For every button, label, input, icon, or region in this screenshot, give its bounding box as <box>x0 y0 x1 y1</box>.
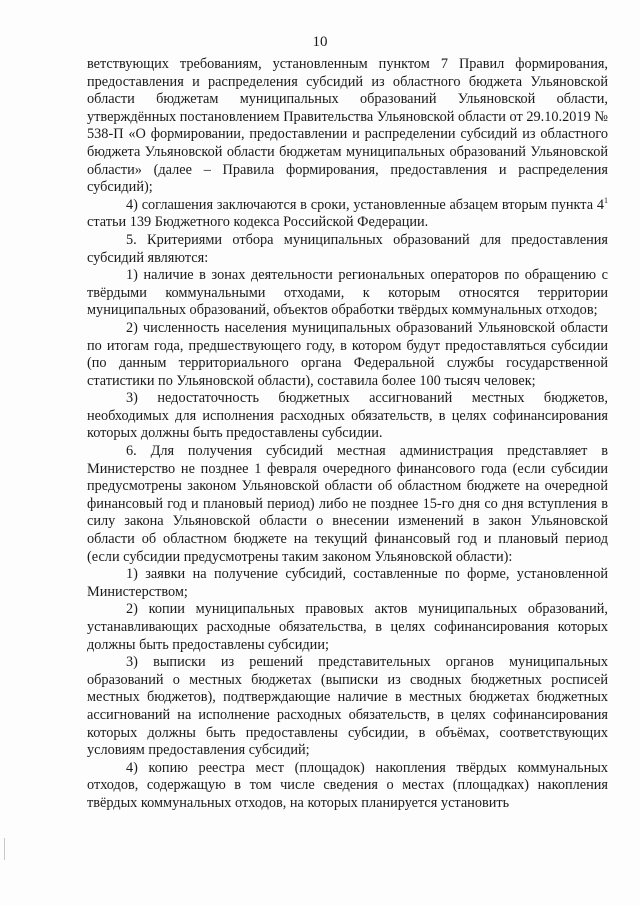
paragraph-criterion-2: 2) численность населения муниципальных образований Ульяновской области по итогам года, предшествующего году, в котором будут предоставляться субсидии (по данным территориального органа Федеральной службы государственной статистики по Ульяновской области), составила более 100 тысяч человек; <box>87 319 608 389</box>
superscript: 1 <box>604 195 608 205</box>
paragraph-doc-3: 3) выписки из решений представительных органов муниципальных образований о местных бюджетах (выписки из сводных бюджетных росписей местных бюджетов), подтверждающие наличие в местных бюджетах бюджетных ассигнований на исполнение расходных обязательств, в целях софинансирования которых должны быть предоставлены субсидии, в объёмах, соответствующих условиям предоставления субсидий; <box>87 654 608 759</box>
paragraph-text: 4) соглашения заключаются в сроки, установленные абзацем вторым пункта 4 <box>126 196 604 213</box>
paragraph-doc-4: 4) копию реестра мест (площадок) накопления твёрдых коммунальных отходов, содержащую в том числе сведения о местах (площадках) накопления твёрдых коммунальных отходов, на которых планируется установить <box>87 759 608 811</box>
page-number: 10 <box>312 34 328 50</box>
document-body <box>87 56 608 813</box>
paragraph-doc-2: 2) копии муниципальных правовых актов муниципальных образований, устанавливающих расходные обязательства, в целях софинансирования которых должны быть предоставлены субсидии; <box>87 601 608 653</box>
paragraph-criterion-3: 3) недостаточность бюджетных ассигнований местных бюджетов, необходимых для исполнения расходных обязательств, в целях софинансирования которых должны быть предоставлены субсидии. <box>87 390 608 442</box>
scan-edge-mark <box>4 838 5 860</box>
paragraph-continuation: ветствующих требованиям, установленным пунктом 7 Правил формирования, предоставления и распределения субсидий из областного бюджета Ульяновской области бюджетам муниципальных образований Ульяновской области, утверждённых постановлением Правительства Ульяновской области от 29.10.2019 № 538-П «О формировании, предоставлении и распределении субсидий из областного бюджета Ульяновской области бюджетам муниципальных образований Ульяновской области» (далее – Правила формирования, предоставления и распределения субсидий); <box>87 56 608 196</box>
paragraph-criterion-1: 1) наличие в зонах деятельности региональных операторов по обращению с твёрдыми коммунальными отходами, к которым относятся территории муниципальных образований, объектов обработки твёрдых коммунальных отходов; <box>87 267 608 319</box>
paragraph-doc-1: 1) заявки на получение субсидий, составленные по форме, установленной Министерством; <box>87 566 608 600</box>
paragraph-section-5: 5. Критериями отбора муниципальных образований для предоставления субсидий являются: <box>87 231 608 266</box>
paragraph-tail: статьи 139 Бюджетного кодекса Российской Федерации. <box>87 214 429 231</box>
paragraph-item-4-agreements <box>87 197 608 232</box>
paragraph-section-6: 6. Для получения субсидий местная администрация представляет в Министерство не позднее 1 февраля очередного финансового года (если субсидии предусмотрены законом Ульяновской области об областном бюджете на очередной финансовый год и плановый период) либо не позднее 15-го дня со дня вступления в силу закона Ульяновской области о внесении изменений в закон Ульяновской области об областном бюджете на текущий финансовый год и плановый период (если субсидии предусмотрены таким законом Ульяновской области): <box>87 443 608 565</box>
